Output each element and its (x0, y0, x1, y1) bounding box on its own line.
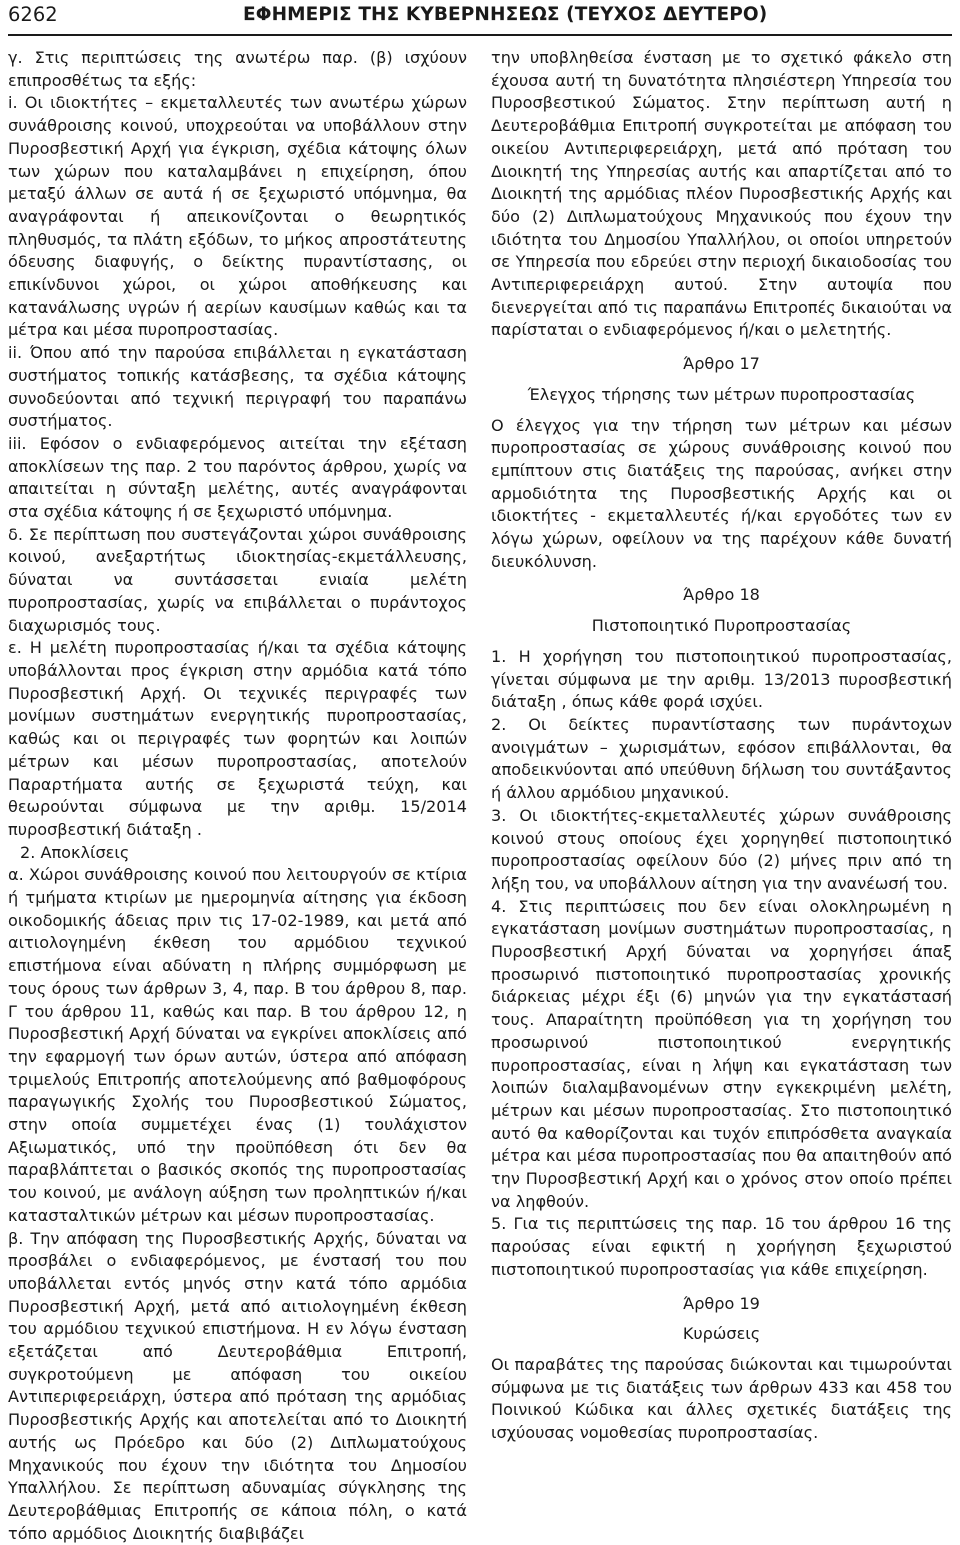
paragraph: 4. Στις περιπτώσεις που δεν είναι ολοκληρωμένη η εγκατάσταση μονίμων συστημάτων πυροπροστασίας, η Πυροσβεστική Αρχή δύναται να χορηγήσει άπαξ προσωρινό πιστοποιητικό πυροπροστασίας χρονικής διάρκειας μέχρι έξι (6) μηνών για την εγκατάστασή τους. Απαραίτητη προϋπόθεση για τη χορήγηση του προσωρινού πιστοποιητικού ενεργητικής πυροπροστασίας, είναι η λήψη και εγκατάσταση των λοιπών διαλαμβανομένων στην εγκεκριμένη μελέτη, μέτρων και μέσων πυροπροστασίας. Στο πιστοποιητικό αυτό θα καθορίζονται και τυχόν επιπρόσθετα αναγκαία μέτρα και μέσα πυροπροστασίας που θα απαιτηθούν από την Πυροσβεστική Αρχή και ο χρόνος στον οποίο πρέπει να ληφθούν. (491, 896, 952, 1211)
paragraph: 3. Οι ιδιοκτήτες-εκμεταλλευτές χώρων συνάθροισης κοινού στους οποίους έχει χορηγηθεί πιστοποιητικό πυροπροστασίας οφείλουν δύο (2) μήνες πριν από τη λήξη του, να υποβάλλουν αίτηση για την ανανέωσή του. (491, 805, 952, 893)
article-title: Πιστοποιητικό Πυροπροστασίας (591, 616, 852, 636)
paragraph: β. Την απόφαση της Πυροσβεστικής Αρχής, δύναται να προσβάλει ο ενδιαφερόμενος, με ένστασή του που υποβάλλεται εντός μηνός στην κατά τόπο αρμόδια Πυροσβεστική Αρχή, μετά από αιτιολογημένη έκθεση του αρμόδιου τεχνικού επιστήμονα. Η εν λόγω ένσταση εξετάζεται από Δευτεροβάθμια Επιτροπή, συγκροτούμενη με απόφαση του οικείου Αντιπεριφερειάρχη, ύστερα από πρόταση της αρμόδιας Πυροσβεστικής Αρχής και αποτελείται από το Διοικητή αυτής ως Πρόεδρο και δύο (2) Διπλωματούχους Μηχανικούς που έχουν την ιδιότητα του Δημοσίου Υπαλλήλου. Σε περίπτωση αδυναμίας σύγκλησης της Δευτεροβάθμιας Επιτροπής σε κάποια πόλη, ο κατά τόπο αρμόδιος Διοικητής διαβιβάζει (8, 1228, 467, 1543)
paragraph: iii. Εφόσον ο ενδιαφερόμενος αιτείται την εξέταση αποκλίσεων της παρ. 2 του παρόντος άρθρου, χωρίς να απαιτείται η σύνταξη μελέτης, αυτές αναγράφονται στα σχέδια κάτοψης ή σε ξεχωριστό υπόμνημα. (8, 433, 467, 522)
article-title: Κυρώσεις (682, 1324, 761, 1344)
paragraph: την υποβληθείσα ένσταση με το σχετικό φάκελο στη έχουσα αυτή τη δυνατότητα πλησιέστερη Υπηρεσία του Πυροσβεστικού Σώματος. Στην περίπτωση αυτή η Δευτεροβάθμια Επιτροπή συγκροτείται με απόφαση του οικείου Αντιπεριφερειάρχη, μετά από πρόταση του Διοικητή της Υπηρεσίας αυτής και απαρτίζεται από το Διοικητή της αρμόδιας πλέον Πυροσβεστικής Αρχής και δύο (2) Διπλωματούχους Μηχανικούς που έχουν την ιδιότητα του Δημοσίου Υπαλλήλου, οι οποίοι υπηρετούν σε Υπηρεσία που εδρεύει στην περιοχή δικαιοδοσίας του Αντιπεριφερειάρχη αυτού. Στην αυτοψία που διενεργείται από τις παραπάνω Επιτροπές δικαιούται να παρίσταται ο ενδιαφερόμενος ή/και ο μελετητής. (491, 48, 952, 340)
section-heading: 2. Αποκλίσεις (20, 842, 130, 862)
paragraph: γ. Στις περιπτώσεις της ανωτέρω παρ. (β) ισχύουν επιπροσθέτως τα εξής: (8, 48, 467, 90)
paragraph: Ο έλεγχος για την τήρηση των μέτρων και μέσων πυροπροστασίας σε χώρους συνάθροισης κοινού που εμπίπτουν στις διατάξεις της παρούσας, ανήκει στην αρμοδιότητα της Πυροσβεστικής Αρχής και οι ιδιοκτήτες - εκμεταλλευτές ή/και εργοδότες των εν λόγω χώρων, οφείλουν να της παρέχουν κάθε δυνατή διευκόλυνση. (491, 415, 952, 571)
article-title: Έλεγχος τήρησης των μέτρων πυροπροστασίας (527, 384, 916, 404)
paragraph: ε. Η μελέτη πυροπροστασίας ή/και τα σχέδια κάτοψης υποβάλλονται προς έγκριση στην αρμόδια κατά τόπο Πυροσβεστική Αρχή. Οι τεχνικές περιγραφές των μονίμων συστημάτων ενεργητικής πυροπροστασίας, καθώς και οι περιγραφές των φορητών και λοιπών μέτρων και μέσων πυροπροστασίας, αποτελούν Παραρτήματα αυτής σε ξεχωριστά τεύχη, και θεωρούνται σύμφωνα με την αριθμ. 15/2014 πυροσβεστική διάταξη . (8, 638, 467, 839)
header-rule (8, 34, 952, 36)
paragraph: i. Οι ιδιοκτήτες – εκμεταλλευτές των ανωτέρω χώρων συνάθροισης κοινού, υποχρεούται να υποβάλλουν στην Πυροσβεστική Αρχή για έγκριση, σχέδια κάτοψης όλων των χώρων που καταλαμβάνει η επιχείρηση, όπου μεταξύ άλλων σε αυτά ή σε ξεχωριστό υπόμνημα, θα αναγράφονται ή απεικονίζονται ο θεωρητικός πληθυσμός, τα πλάτη εξόδων, το μήκος απροστάτευτης όδευσης διαφυγής, ο δείκτης πυραντίστασης, οι επικίνδυνοι χώροι, οι χώροι αποθήκευσης και κατανάλωσης υγρών ή αερίων καυσίμων καθώς και τα μέτρα και μέσα πυροπροστασίας. (8, 93, 467, 340)
article-number: Άρθρο 19 (683, 1293, 760, 1313)
paragraph: ii. Όπου από την παρούσα επιβάλλεται η εγκατάσταση συστήματος τοπικής κατάσβεσης, τα σχέδια κάτοψης συνοδεύονται από τεχνική περιγραφή του παραπάνω συστήματος. (8, 343, 467, 431)
article-number: Άρθρο 18 (683, 585, 760, 605)
paragraph: 2. Οι δείκτες πυραντίστασης των πυράντοχων ανοιγμάτων – χωρισμάτων, εφόσον επιβάλλονται, θα αποδεικνύονται από υπεύθυνη δήλωση του συντάξαντος ή άλλου αρμόδιου μηχανικού. (491, 714, 952, 803)
right-column (491, 47, 952, 1445)
paragraph: δ. Σε περίπτωση που συστεγάζονται χώροι συνάθροισης κοινού, ανεξαρτήτως ιδιοκτησίας-εκμετάλλευσης, δύναται να συντάσσεται ενιαία μελέτη πυροπροστασίας, χωρίς να επιβάλλεται ο πυράντοχος διαχωρισμός τους. (8, 524, 467, 635)
paragraph: α. Χώροι συνάθροισης κοινού που λειτουργούν σε κτίρια ή τμήματα κτιρίων με ημερομηνία αίτησης για έκδοση οικοδομικής άδειας πριν τις 17-02-1989, και μετά από αιτιολογημένη έκθεση του αρμόδιου τεχνικού επιστήμονα είναι αδύνατη η πλήρης συμμόρφωση με τους όρους των άρθρων 3, 4, παρ. Β του άρθρου 8, παρ. Γ του άρθρου 11, καθώς και παρ. Β του άρθρου 12, η Πυροσβεστική Αρχή δύναται να εγκρίνει αποκλίσεις από την εφαρμογή των όρων αυτών, ύστερα από απόφαση τριμελούς Επιτροπής αποτελούμενης από βαθμοφόρους παραγωγικής Σχολής του Πυροσβεστικού Σώματος, στην οποία συμμετέχει ένας (1) τουλάχιστον Αξιωματικός, υπό την προϋπόθεση ότι δεν θα παραβλάπτεται ο βασικός σκοπός της πυροπροστασίας του κοινού, με ανάλογη αύξηση των προληπτικών ή/και κατασταλτικών μέτρων και μέσων πυροπροστασίας. (8, 865, 467, 1225)
paragraph: 1. Η χορήγηση του πιστοποιητικού πυροπροστασίας, γίνεται σύμφωνα με την αριθμ. 13/2013 πυροσβεστική διάταξη , όπως κάθε φορά ισχύει. (491, 646, 952, 712)
page-number: 6262 (8, 3, 58, 26)
left-column (8, 47, 467, 1545)
paragraph: 5. Για τις περιπτώσεις της παρ. 1δ του άρθρου 16 της παρούσας είναι εφικτή η χορήγηση ξεχωριστού πιστοποιητικού πυροπροστασίας για κάθε επιχείρηση. (491, 1214, 952, 1279)
article-number: Άρθρο 17 (683, 354, 760, 374)
paragraph: Οι παραβάτες της παρούσας διώκονται και τιμωρούνται σύμφωνα με τις διατάξεις των άρθρων 433 και 458 του Ποινικού Κώδικα και άλλες σχετικές διατάξεις της ισχύουσας νομοθεσίας πυροπροστασίας. (491, 1354, 952, 1443)
page-header (8, 0, 952, 36)
gazette-title: ΕΦΗΜΕΡΙΣ ΤΗΣ ΚΥΒΕΡΝΗΣΕΩΣ (ΤΕΥΧΟΣ ΔΕΥΤΕΡΟ) (243, 4, 768, 25)
